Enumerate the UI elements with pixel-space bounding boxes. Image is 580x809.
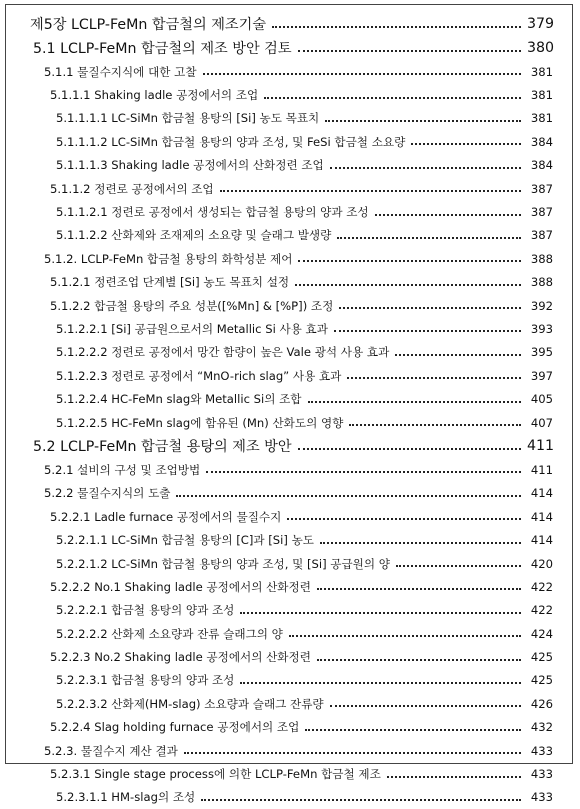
toc-entry-page-number: 387 <box>530 205 553 220</box>
toc-entry-title: 5.1.1.1.1 LC-SiMn 합금철 용탕의 [Si] 농도 목표치 <box>56 111 320 126</box>
dot-leader <box>240 611 521 614</box>
toc-entry[interactable] <box>0 552 580 575</box>
toc-entry-title: 5.2.2 물질수지식의 도출 <box>44 486 171 501</box>
dot-leader <box>325 119 521 122</box>
dot-leader <box>317 587 521 590</box>
toc-entry[interactable] <box>0 224 580 247</box>
toc-entry-page-number: 422 <box>530 579 553 594</box>
toc-entry[interactable] <box>0 177 580 200</box>
toc-entry[interactable] <box>0 271 580 294</box>
dot-leader <box>298 49 521 52</box>
toc-entry-title: 5.2.2.4 Slag holding furnace 공정에서의 조업 <box>50 720 300 735</box>
toc-entry[interactable] <box>0 341 580 364</box>
toc-entry[interactable] <box>0 364 580 387</box>
toc-entry[interactable] <box>0 786 580 809</box>
toc-entry-page-number: 426 <box>530 696 553 711</box>
toc-entry-title: 5.1.1.2.1 정련로 공정에서 생성되는 합금철 용탕의 양과 조성 <box>56 205 369 220</box>
dot-leader <box>339 306 521 309</box>
toc-entry-page-number: 411 <box>527 438 555 455</box>
toc-entry-title: 5.1.2.2.4 HC-FeMn slag와 Metallic Si의 조합 <box>56 392 302 407</box>
dot-leader <box>295 283 521 286</box>
dot-leader <box>375 213 521 216</box>
toc-entry[interactable] <box>0 692 580 715</box>
toc-entry[interactable] <box>0 12 580 36</box>
dot-leader <box>349 423 521 426</box>
dot-leader <box>203 72 521 75</box>
toc-entry[interactable] <box>0 762 580 785</box>
dot-leader <box>298 259 521 262</box>
toc-entry[interactable] <box>0 528 580 551</box>
dot-leader <box>298 447 521 450</box>
toc-entry-page-number: 387 <box>530 181 553 196</box>
toc-entry[interactable] <box>0 482 580 505</box>
toc-entry[interactable] <box>0 575 580 598</box>
toc-entry-title: 5.2.2.3.2 산화제(HM-slag) 소요량과 슬래그 잔류량 <box>56 696 324 711</box>
toc-entry-title: 5.1.1 물질수지식에 대한 고찰 <box>44 64 197 79</box>
toc-entry-title: 5.1.2. LCLP-FeMn 합금철 용탕의 화학성분 제어 <box>44 251 293 266</box>
toc-entry-page-number: 395 <box>530 345 553 360</box>
toc-entry[interactable] <box>0 294 580 317</box>
toc-entry-page-number: 381 <box>530 111 553 126</box>
toc-entry-title: 5.1.1.2.2 산화제와 조재제의 소요량 및 슬래그 발생량 <box>56 228 332 243</box>
toc-entry-title: 5.1 LCLP-FeMn 합금철의 제조 방안 검토 <box>33 41 292 57</box>
toc-entry[interactable] <box>0 317 580 340</box>
toc-entry-page-number: 397 <box>530 368 553 383</box>
toc-entry-page-number: 424 <box>530 626 553 641</box>
toc-entry-title: 5.2.3.1.1 HM-slag의 조성 <box>56 790 196 805</box>
dot-leader <box>289 634 521 637</box>
table-of-contents <box>0 12 580 809</box>
dot-leader <box>176 494 521 497</box>
toc-entry-page-number: 433 <box>530 767 553 782</box>
toc-entry-page-number: 379 <box>527 16 555 32</box>
toc-entry[interactable] <box>0 83 580 106</box>
dot-leader <box>320 541 521 544</box>
toc-entry-page-number: 388 <box>530 251 553 266</box>
toc-entry-page-number: 433 <box>530 743 553 758</box>
toc-entry-page-number: 433 <box>530 790 553 805</box>
toc-entry-page-number: 422 <box>530 603 553 618</box>
toc-entry[interactable] <box>0 36 580 60</box>
toc-entry-title: 5.1.2.2 합금철 용탕의 주요 성분([%Mn] & [%P]) 조정 <box>50 298 334 313</box>
dot-leader <box>317 658 521 661</box>
toc-entry-title: 5.2.2.2 No.1 Shaking ladle 공정에서의 산화정련 <box>50 579 311 594</box>
toc-entry-title: 5.2.3.1 Single stage process에 의한 LCLP-FeMn 합금철 제조 <box>50 767 381 782</box>
toc-entry[interactable] <box>0 154 580 177</box>
toc-entry-page-number: 384 <box>530 134 553 149</box>
toc-entry-title: 5.2.3. 물질수지 계산 결과 <box>44 743 178 758</box>
toc-entry-page-number: 387 <box>530 228 553 243</box>
toc-entry-page-number: 432 <box>530 720 553 735</box>
dot-leader <box>287 517 521 520</box>
toc-entry[interactable] <box>0 107 580 130</box>
dot-leader <box>411 142 521 145</box>
toc-entry-title: 5.2 LCLP-FeMn 합금철 용탕의 제조 방안 <box>33 439 292 456</box>
toc-entry-page-number: 380 <box>527 40 555 56</box>
toc-entry-title: 5.1.2.2.1 [Si] 공급원으로서의 Metallic Si 사용 효과 <box>56 321 328 336</box>
toc-entry-page-number: 411 <box>530 462 553 477</box>
toc-entry-page-number: 407 <box>530 415 553 430</box>
dot-leader <box>395 353 521 356</box>
toc-entry[interactable] <box>0 411 580 434</box>
toc-entry-title: 5.2.2.2.2 산화제 소요량과 잔류 슬래그의 양 <box>56 626 283 641</box>
dot-leader <box>337 236 521 239</box>
toc-entry-page-number: 384 <box>530 158 553 173</box>
dot-leader <box>387 775 521 778</box>
toc-entry-title: 5.1.1.1 Shaking ladle 공정에서의 조업 <box>50 88 259 103</box>
dot-leader <box>334 329 521 332</box>
toc-entry-title: 5.2.2.3 No.2 Shaking ladle 공정에서의 산화정련 <box>50 650 311 665</box>
toc-entry[interactable] <box>0 739 580 762</box>
toc-entry[interactable] <box>0 645 580 668</box>
toc-entry[interactable] <box>0 599 580 622</box>
toc-entry[interactable] <box>0 434 580 458</box>
toc-entry-title: 5.2.1 설비의 구성 및 조업방법 <box>44 462 201 477</box>
toc-entry-page-number: 420 <box>530 556 553 571</box>
toc-entry[interactable] <box>0 505 580 528</box>
toc-entry-title: 5.1.1.2 정련로 공정에서의 조업 <box>50 181 214 196</box>
toc-entry-page-number: 414 <box>530 486 553 501</box>
dot-leader <box>220 189 521 192</box>
dot-leader <box>347 376 521 379</box>
toc-entry-title: 제5장 LCLP-FeMn 합금철의 제조기술 <box>30 17 267 33</box>
toc-entry-page-number: 405 <box>530 392 553 407</box>
toc-entry-page-number: 381 <box>530 64 553 79</box>
toc-entry-title: 5.2.2.3.1 합금철 용탕의 양과 조성 <box>56 673 235 688</box>
dot-leader <box>206 470 521 473</box>
toc-entry-page-number: 414 <box>530 533 553 548</box>
dot-leader <box>240 681 521 684</box>
toc-entry-title: 5.2.2.1 Ladle furnace 공정에서의 물질수지 <box>50 509 282 524</box>
toc-entry-page-number: 392 <box>530 298 553 313</box>
dot-leader <box>308 400 522 403</box>
toc-entry-page-number: 425 <box>530 650 553 665</box>
toc-entry[interactable] <box>0 200 580 223</box>
dot-leader <box>272 25 521 28</box>
toc-entry-title: 5.2.2.2.1 합금철 용탕의 양과 조성 <box>56 603 235 618</box>
toc-entry-title: 5.1.1.1.3 Shaking ladle 공정에서의 산화정련 조업 <box>56 158 324 173</box>
toc-entry-title: 5.1.2.1 정련조업 단계별 [Si] 농도 목표치 설정 <box>50 275 290 290</box>
toc-entry-title: 5.1.2.2.2 정련로 공정에서 망간 함량이 높은 Vale 광석 사용 효과 <box>56 345 390 360</box>
toc-entry-title: 5.2.2.1.2 LC-SiMn 합금철 용탕의 양과 조성, 및 [Si] 공급원의 양 <box>56 556 390 571</box>
toc-entry-page-number: 414 <box>530 509 553 524</box>
dot-leader <box>201 798 521 801</box>
toc-entry[interactable] <box>0 247 580 270</box>
toc-entry-page-number: 388 <box>530 275 553 290</box>
dot-leader <box>184 751 521 754</box>
toc-entry[interactable] <box>0 60 580 83</box>
dot-leader <box>396 564 521 567</box>
toc-entry[interactable] <box>0 716 580 739</box>
toc-entry[interactable] <box>0 387 580 410</box>
dot-leader <box>330 166 521 169</box>
toc-entry-page-number: 425 <box>530 673 553 688</box>
dot-leader <box>330 704 521 707</box>
toc-entry[interactable] <box>0 458 580 481</box>
toc-entry-page-number: 381 <box>530 88 553 103</box>
toc-entry[interactable] <box>0 130 580 153</box>
toc-entry-title: 5.2.2.1.1 LC-SiMn 합금철 용탕의 [C]과 [Si] 농도 <box>56 533 314 548</box>
dot-leader <box>305 728 521 731</box>
toc-entry[interactable] <box>0 669 580 692</box>
toc-entry-title: 5.1.2.2.5 HC-FeMn slag에 함유된 (Mn) 산화도의 영향 <box>56 415 344 430</box>
toc-entry[interactable] <box>0 622 580 645</box>
toc-entry-title: 5.1.2.2.3 정련로 공정에서 “MnO-rich slag” 사용 효과 <box>56 368 342 383</box>
toc-entry-title: 5.1.1.1.2 LC-SiMn 합금철 용탕의 양과 조성, 및 FeSi 합금철 소요량 <box>56 134 406 149</box>
dot-leader <box>264 96 521 99</box>
toc-entry-page-number: 393 <box>530 321 553 336</box>
